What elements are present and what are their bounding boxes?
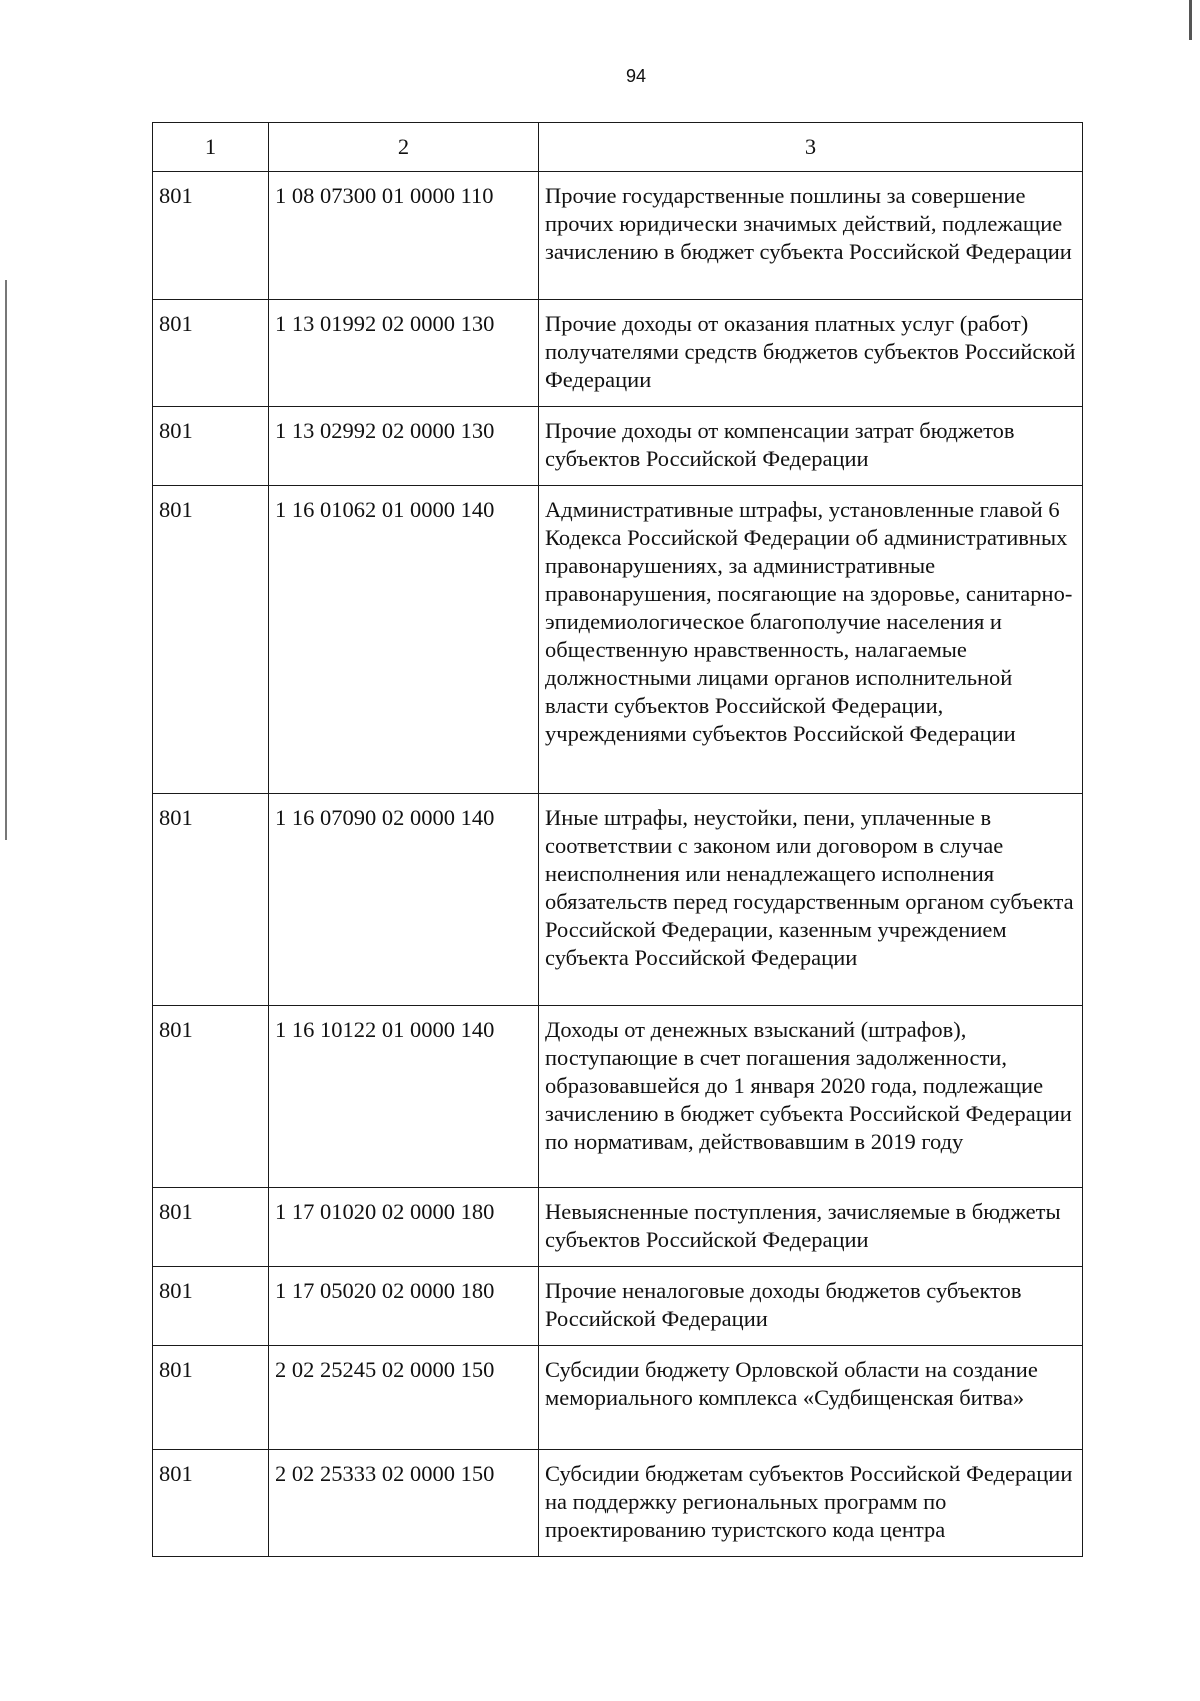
admin-code-cell: 801 — [153, 300, 269, 407]
description-cell: Субсидии бюджетам субъектов Российской Федерации на поддержку региональных программ по проектированию туристского кода центра — [539, 1450, 1083, 1557]
table-row — [153, 407, 1083, 486]
income-code-cell: 2 02 25245 02 0000 150 — [269, 1346, 539, 1450]
admin-code-cell: 801 — [153, 1188, 269, 1267]
description-cell: Невыясненные поступления, зачисляемые в бюджеты субъектов Российской Федерации — [539, 1188, 1083, 1267]
table-row — [153, 486, 1083, 794]
admin-code-cell: 801 — [153, 407, 269, 486]
description-cell: Прочие доходы от компенсации затрат бюджетов субъектов Российской Федерации — [539, 407, 1083, 486]
description-cell: Прочие государственные пошлины за совершение прочих юридически значимых действий, подлежащие зачислению в бюджет субъекта Российской Федерации — [539, 172, 1083, 300]
description-cell: Административные штрафы, установленные главой 6 Кодекса Российской Федерации об административных правонарушениях, за административные правонарушения, посягающие на здоровье, санитарно-эпидемиологическое благополучие населения и общественную нравственность, налагаемые должностными лицами органов исполнительной власти субъектов Российской Федерации, учреждениями субъектов Российской Федерации — [539, 486, 1083, 794]
description-cell: Субсидии бюджету Орловской области на создание мемориального комплекса «Судбищенская битва» — [539, 1346, 1083, 1450]
table-row — [153, 794, 1083, 1006]
income-code-cell: 1 13 02992 02 0000 130 — [269, 407, 539, 486]
page-number: 94 — [626, 66, 647, 86]
income-code-cell: 1 17 01020 02 0000 180 — [269, 1188, 539, 1267]
scan-edge-right — [1189, 0, 1192, 40]
income-code-cell: 1 16 01062 01 0000 140 — [269, 486, 539, 794]
admin-code-cell: 801 — [153, 172, 269, 300]
admin-code-cell: 801 — [153, 794, 269, 1006]
table-row — [153, 1267, 1083, 1346]
admin-code-cell: 801 — [153, 1006, 269, 1188]
admin-code-cell: 801 — [153, 486, 269, 794]
description-cell: Прочие доходы от оказания платных услуг (работ) получателями средств бюджетов субъектов Российской Федерации — [539, 300, 1083, 407]
income-code-cell: 1 13 01992 02 0000 130 — [269, 300, 539, 407]
description-cell: Доходы от денежных взысканий (штрафов), поступающие в счет погашения задолженности, образовавшейся до 1 января 2020 года, подлежащие зачислению в бюджет субъекта Российской Федерации по нормативам, действовавшим в 2019 году — [539, 1006, 1083, 1188]
income-code-cell: 2 02 25333 02 0000 150 — [269, 1450, 539, 1557]
admin-code-cell: 801 — [153, 1267, 269, 1346]
admin-code-cell: 801 — [153, 1450, 269, 1557]
table-row — [153, 1188, 1083, 1267]
admin-code-cell: 801 — [153, 1346, 269, 1450]
scan-edge-left — [5, 280, 7, 840]
column-header-3: 3 — [539, 123, 1083, 172]
description-cell: Прочие неналоговые доходы бюджетов субъектов Российской Федерации — [539, 1267, 1083, 1346]
table-row — [153, 1006, 1083, 1188]
table-row — [153, 172, 1083, 300]
budget-codes-table — [152, 122, 1083, 1557]
table-row — [153, 300, 1083, 407]
income-code-cell: 1 17 05020 02 0000 180 — [269, 1267, 539, 1346]
column-header-2: 2 — [269, 123, 539, 172]
header-row — [153, 123, 1083, 172]
table-row — [153, 1346, 1083, 1450]
income-code-cell: 1 16 10122 01 0000 140 — [269, 1006, 539, 1188]
column-header-1: 1 — [153, 123, 269, 172]
income-code-cell: 1 08 07300 01 0000 110 — [269, 172, 539, 300]
description-cell: Иные штрафы, неустойки, пени, уплаченные в соответствии с законом или договором в случае неисполнения или ненадлежащего исполнения обязательств перед государственным органом субъекта Российской Федерации, казенным учреждением субъекта Российской Федерации — [539, 794, 1083, 1006]
income-code-cell: 1 16 07090 02 0000 140 — [269, 794, 539, 1006]
table-row — [153, 1450, 1083, 1557]
